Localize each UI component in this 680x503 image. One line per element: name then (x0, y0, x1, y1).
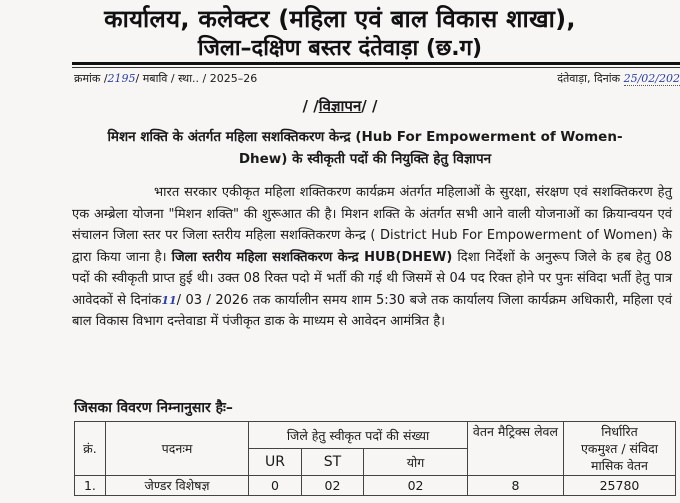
cell-total: 02 (364, 476, 468, 496)
subject-line-2: Dhew) के स्वीकृती पदों की नियुक्ति हेतु विज्ञापन (238, 151, 492, 167)
body-part-1: भारत सरकार एकीकृत महिला शक्तिकरण कार्यक्रम अंतर्गत महिलाओं के सुरक्षा, संरक्षण एवं सशक्तिकरण हेतु एक अम्ब्रेला योजना "मिशन शक्ति" की शुरूआत की है। मिशन शक्ति के अंतर्गत सभी आने वाली योजनाओं का क्रियान्वयन एवं संचालन जिला स्तर पर जिला स्तरीय महिला सशक्तिकरण केन्द्र ( District Hub For Empowerment of Women) के द्वारा किया जाना है। (72, 185, 672, 265)
header-rule-thin (72, 67, 680, 68)
header-salary-line-1: निर्धारित (601, 424, 638, 439)
notice-title-word: विज्ञापन (318, 97, 362, 115)
body-paragraph (72, 182, 672, 333)
header-salary-line-2: एकमुश्त / संविदा (580, 441, 659, 456)
reference-number (74, 71, 257, 86)
deadline-day-handwritten: 11 (161, 293, 177, 307)
reference-row (74, 71, 680, 87)
notice-title-suffix: / / (361, 97, 378, 115)
subject (60, 126, 670, 170)
reference-suffix: / मबावि / स्था.. / 2025–26 (135, 72, 258, 85)
notice-title (0, 96, 680, 116)
cell-st: 02 (301, 476, 363, 496)
details-heading: जिसका विवरण निम्नानुसार हैः– (74, 400, 233, 416)
cell-ur: 0 (249, 476, 302, 496)
header-pay-level: वेतन मैट्रिक्स लेवल (467, 422, 563, 476)
body-part-2: दिशा निर्देशों के अनुरूप जिले के हब हेतु 08 पदों की स्वीकृती प्राप्त हुई थी। उक्त 08 रिक्त पदो में भर्ती की गई थी जिसमें से 04 पद रिक्त होने पर पुनः संविदा भर्ती हेतु पात्र आवेदकों से दिनांक (72, 249, 673, 308)
district-title: जिला–दक्षिण बस्तर दंतेवाड़ा (छ.ग) (197, 36, 483, 61)
place-date-label: दंतेवाड़ा, दिनांक (557, 72, 621, 85)
body-bold-part: जिला स्तरीय महिला सशक्तिकरण केन्द्र HUB(DHEW) (171, 249, 453, 265)
notice-title-prefix: / / (302, 97, 319, 115)
header-total: योग (364, 449, 468, 476)
reference-label: क्रमांक / (74, 72, 108, 85)
cell-pay-level: 8 (467, 476, 563, 496)
office-title: कार्यालय, कलेक्टर (महिला एवं बाल विकास शाखा), (104, 5, 576, 33)
header-st: ST (301, 449, 363, 476)
header-post-name: पदनःम (105, 422, 248, 476)
header-rule-thick (72, 62, 680, 65)
subject-line-1: मिशन शक्ति के अंतर्गत महिला सशक्तिकरण केन्द्र (Hub For Empowerment of Women- (107, 129, 623, 145)
header-ur: UR (249, 449, 302, 476)
reference-number-handwritten: 2195 (107, 72, 136, 85)
cell-post-name: जेण्डर विशेषज्ञ (105, 476, 248, 496)
cell-serial: 1. (75, 476, 106, 496)
header-salary-line-3: मासिक वेतन (590, 458, 648, 473)
table-header-row-1 (75, 422, 676, 449)
table-row (75, 476, 676, 496)
date-handwritten: 25/02/202 (623, 72, 680, 85)
header-sanctioned-posts: जिले हेतु स्वीकृत पदों की संख्या (249, 422, 468, 449)
posts-table (74, 421, 676, 496)
body-part-3: / 03 / 2026 तक कार्यालीन समय शाम 5:30 बजे तक कार्यालय जिला कार्यक्रम अधिकारी, महिला एवं बाल विकास विभाग दन्तेवाडा में पंजीकृत डाक के माध्यम से आवेदन आमंत्रित है। (72, 292, 672, 329)
header-serial: क्रं. (75, 422, 106, 476)
cell-salary: 25780 (563, 476, 675, 496)
place-date (557, 71, 680, 86)
header-salary (563, 422, 675, 476)
